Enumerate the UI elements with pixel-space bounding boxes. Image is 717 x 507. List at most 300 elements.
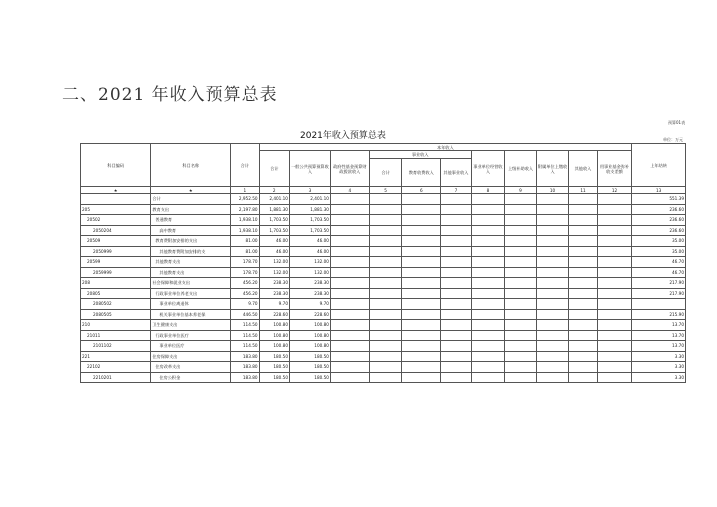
cell-subtotal: 100.80 [259,320,289,331]
table-row [81,362,686,373]
cell-code [81,194,151,205]
header-fund-balance: 用事业基金弥补收支差额 [597,151,632,187]
cell-empty [536,278,569,289]
cell-last-year-carry: 236.60 [632,225,686,236]
table-row [81,236,686,247]
cell-name: 行政事业单位养老支出 [151,288,231,299]
cell-empty [471,372,505,383]
index-cell: 8 [471,187,505,194]
cell-subtotal: 1,703.50 [259,215,289,226]
cell-empty [597,320,632,331]
cell-total: 2,197.80 [231,204,259,215]
index-cell: 11 [569,187,597,194]
cell-empty [402,341,441,352]
cell-empty [569,351,597,362]
cell-code: 20599 [81,257,151,268]
cell-general-budget: 238.30 [289,278,330,289]
cell-last-year-carry: 3.30 [632,372,686,383]
cell-name: 行政事业单位医疗 [151,330,231,341]
cell-empty [569,341,597,352]
cell-subtotal: 228.60 [259,309,289,320]
cell-empty [505,204,537,215]
table-row [81,215,686,226]
cell-total: 178.70 [231,257,259,268]
cell-empty [505,267,537,278]
cell-name: 其他教育支出 [151,257,231,268]
cell-empty [441,257,471,268]
cell-empty [597,288,632,299]
cell-subtotal: 2,401.10 [259,194,289,205]
cell-empty [369,257,402,268]
cell-empty [569,257,597,268]
cell-general-budget: 180.50 [289,372,330,383]
cell-subtotal: 9.70 [259,299,289,310]
cell-empty [330,225,369,236]
cell-last-year-carry: 13.70 [632,341,686,352]
header-edu-fee: 教育收费收入 [402,159,441,187]
cell-empty [369,288,402,299]
cell-subtotal: 46.00 [259,236,289,247]
cell-empty [330,288,369,299]
cell-name: 事业单位医疗 [151,341,231,352]
cell-empty [536,309,569,320]
header-gov-fund: 政府性基金预算财政拨款收入 [330,151,369,187]
cell-empty [330,320,369,331]
cell-last-year-carry: 3.30 [632,362,686,373]
income-budget-table [80,143,686,383]
table-row [81,299,686,310]
cell-empty [402,351,441,362]
cell-empty [597,278,632,289]
cell-empty [369,362,402,373]
table-number: 预算01表 [668,120,686,125]
cell-empty [402,320,441,331]
table-body [81,194,686,383]
cell-empty [402,362,441,373]
index-cell: 9 [505,187,537,194]
cell-subtotal: 180.50 [259,372,289,383]
cell-name: 教育支出 [151,204,231,215]
cell-empty [402,330,441,341]
cell-empty [536,372,569,383]
cell-last-year-carry [632,299,686,310]
cell-subtotal: 180.50 [259,351,289,362]
cell-empty [471,288,505,299]
cell-empty [471,204,505,215]
table-row [81,372,686,383]
cell-empty [597,362,632,373]
cell-empty [402,372,441,383]
cell-empty [536,351,569,362]
cell-empty [536,320,569,331]
cell-empty [471,246,505,257]
table-title: 2021年收入预算总表 [300,131,386,141]
cell-empty [369,299,402,310]
cell-empty [597,330,632,341]
cell-subtotal: 132.00 [259,257,289,268]
cell-empty [441,225,471,236]
cell-name: 卫生健康支出 [151,320,231,331]
cell-empty [441,299,471,310]
cell-code: 2210201 [81,372,151,383]
cell-empty [597,267,632,278]
cell-total: 183.80 [231,351,259,362]
index-cell: 13 [632,187,686,194]
cell-last-year-carry: 46.70 [632,267,686,278]
cell-empty [369,330,402,341]
cell-empty [402,194,441,205]
cell-empty [369,267,402,278]
cell-general-budget: 228.60 [289,309,330,320]
cell-empty [369,351,402,362]
header-code: 科目编码 [81,144,151,187]
cell-empty [569,225,597,236]
cell-empty [569,278,597,289]
index-cell: 2 [259,187,289,194]
cell-subtotal: 238.30 [259,278,289,289]
cell-empty [569,288,597,299]
cell-code: 2101102 [81,341,151,352]
cell-last-year-carry: 215.90 [632,309,686,320]
cell-general-budget: 180.50 [289,362,330,373]
cell-name: 住房改革支出 [151,362,231,373]
cell-general-budget: 100.80 [289,320,330,331]
header-biz-subtotal: 合计 [369,159,402,187]
index-row [81,187,686,194]
cell-empty [330,330,369,341]
cell-general-budget: 100.80 [289,341,330,352]
index-cell: 10 [536,187,569,194]
cell-empty [597,246,632,257]
cell-empty [536,215,569,226]
cell-empty [597,341,632,352]
cell-empty [569,372,597,383]
cell-total: 183.80 [231,362,259,373]
cell-empty [330,204,369,215]
cell-code: 20509 [81,236,151,247]
cell-empty [505,320,537,331]
cell-empty [569,215,597,226]
cell-empty [471,257,505,268]
cell-empty [330,215,369,226]
cell-empty [597,257,632,268]
cell-subtotal: 100.80 [259,330,289,341]
cell-name: 住房保障支出 [151,351,231,362]
header-other-biz: 其他事业收入 [441,159,471,187]
cell-empty [536,288,569,299]
header-affiliated-remit: 附属单位上缴收入 [536,151,569,187]
cell-code: 2080505 [81,309,151,320]
cell-empty [597,309,632,320]
cell-general-budget: 132.00 [289,257,330,268]
cell-empty [369,236,402,247]
cell-last-year-carry: 236.60 [632,215,686,226]
cell-subtotal: 238.30 [259,288,289,299]
cell-empty [597,372,632,383]
table-row [81,351,686,362]
cell-empty [402,246,441,257]
cell-empty [597,351,632,362]
cell-code: 21011 [81,330,151,341]
cell-empty [330,341,369,352]
header-upper-subsidy: 上级补助收入 [505,151,537,187]
index-cell: ★ [151,187,231,194]
cell-code: 22102 [81,362,151,373]
cell-empty [471,267,505,278]
cell-empty [369,215,402,226]
cell-empty [569,309,597,320]
cell-empty [402,278,441,289]
table-row [81,278,686,289]
index-cell: 1 [231,187,259,194]
cell-code: 208 [81,278,151,289]
cell-empty [441,330,471,341]
cell-last-year-carry: 13.70 [632,320,686,331]
table-row [81,320,686,331]
cell-total: 9.70 [231,299,259,310]
cell-total: 456.20 [231,288,259,299]
cell-empty [441,372,471,383]
table-row [81,309,686,320]
table-row [81,267,686,278]
cell-empty [505,330,537,341]
cell-empty [536,299,569,310]
cell-empty [597,215,632,226]
cell-empty [505,278,537,289]
cell-empty [369,194,402,205]
cell-subtotal: 1,881.30 [259,204,289,215]
cell-empty [536,225,569,236]
header-business-income: 事业收入 [369,151,471,159]
cell-empty [330,257,369,268]
cell-empty [330,299,369,310]
index-cell: ★ [81,187,151,194]
cell-empty [597,299,632,310]
cell-empty [505,288,537,299]
cell-empty [441,309,471,320]
cell-name: 机关事业单位基本养老保 [151,309,231,320]
header-total: 合计 [231,144,259,187]
cell-general-budget: 9.70 [289,299,330,310]
cell-empty [369,278,402,289]
index-cell: 5 [369,187,402,194]
table-row [81,246,686,257]
cell-empty [505,194,537,205]
cell-empty [330,278,369,289]
cell-general-budget: 2,401.10 [289,194,330,205]
cell-empty [330,372,369,383]
table-row [81,288,686,299]
cell-empty [441,194,471,205]
cell-code: 2080502 [81,299,151,310]
header-last-year-carry: 上年结转 [632,144,686,187]
cell-general-budget: 46.00 [289,246,330,257]
cell-last-year-carry: 35.00 [632,246,686,257]
cell-empty [505,351,537,362]
cell-empty [402,299,441,310]
cell-empty [402,267,441,278]
cell-code: 20502 [81,215,151,226]
cell-code: 221 [81,351,151,362]
cell-empty [505,257,537,268]
cell-subtotal: 46.00 [259,246,289,257]
cell-name: 住房公积金 [151,372,231,383]
cell-empty [536,257,569,268]
cell-subtotal: 1,703.50 [259,225,289,236]
cell-last-year-carry: 46.70 [632,257,686,268]
index-cell: 6 [402,187,441,194]
cell-total: 2,952.50 [231,194,259,205]
cell-last-year-carry: 3.30 [632,351,686,362]
cell-empty [569,267,597,278]
cell-name: 其他教育支出 [151,267,231,278]
cell-empty [505,246,537,257]
cell-empty [330,236,369,247]
cell-empty [369,204,402,215]
cell-empty [330,267,369,278]
cell-total: 114.50 [231,320,259,331]
cell-empty [569,299,597,310]
cell-empty [569,194,597,205]
cell-total: 81.00 [231,236,259,247]
cell-total: 81.00 [231,246,259,257]
cell-empty [505,236,537,247]
cell-total: 178.70 [231,267,259,278]
cell-code: 2050204 [81,225,151,236]
table-row [81,341,686,352]
cell-general-budget: 238.30 [289,288,330,299]
cell-code: 205 [81,204,151,215]
cell-empty [330,246,369,257]
cell-empty [536,267,569,278]
cell-empty [402,288,441,299]
cell-empty [569,204,597,215]
cell-total: 446.50 [231,309,259,320]
cell-empty [471,309,505,320]
cell-general-budget: 1,703.50 [289,225,330,236]
cell-subtotal: 132.00 [259,267,289,278]
cell-last-year-carry: 35.00 [632,236,686,247]
cell-empty [597,194,632,205]
cell-general-budget: 46.00 [289,236,330,247]
cell-empty [536,194,569,205]
cell-empty [505,215,537,226]
cell-total: 1,938.10 [231,215,259,226]
cell-empty [441,320,471,331]
header-name: 科目名称 [151,144,231,187]
section-heading: 二、2021 年收入预算总表 [62,85,278,105]
cell-empty [569,246,597,257]
cell-code: 2059999 [81,267,151,278]
cell-empty [369,320,402,331]
cell-last-year-carry: 551.39 [632,194,686,205]
cell-code: 2050999 [81,246,151,257]
cell-name: 高中教育 [151,225,231,236]
cell-empty [505,362,537,373]
cell-empty [505,309,537,320]
cell-empty [471,330,505,341]
cell-empty [597,236,632,247]
cell-empty [369,246,402,257]
cell-empty [569,362,597,373]
cell-empty [505,299,537,310]
table-row [81,330,686,341]
cell-empty [505,341,537,352]
cell-empty [471,194,505,205]
cell-empty [330,351,369,362]
cell-total: 114.50 [231,330,259,341]
table-row [81,204,686,215]
cell-empty [402,204,441,215]
cell-empty [330,309,369,320]
cell-empty [402,215,441,226]
cell-general-budget: 1,881.30 [289,204,330,215]
cell-empty [569,236,597,247]
cell-empty [536,246,569,257]
cell-last-year-carry: 217.90 [632,278,686,289]
cell-code: 20805 [81,288,151,299]
cell-empty [471,278,505,289]
cell-empty [441,288,471,299]
cell-name: 教育费附加安排的支出 [151,236,231,247]
cell-empty [441,351,471,362]
cell-empty [471,341,505,352]
cell-empty [441,236,471,247]
cell-empty [471,215,505,226]
cell-name: 普通教育 [151,215,231,226]
index-cell: 12 [597,187,632,194]
cell-total: 114.50 [231,341,259,352]
header-unit-operating: 事业单位经营收入 [471,151,505,187]
cell-empty [536,236,569,247]
cell-empty [402,309,441,320]
cell-empty [441,267,471,278]
header-subtotal: 合计 [259,151,289,187]
cell-name: 社会保障和就业支出 [151,278,231,289]
table-row [81,194,686,205]
table-row [81,225,686,236]
cell-empty [402,225,441,236]
cell-empty [402,257,441,268]
cell-empty [369,341,402,352]
cell-empty [330,194,369,205]
cell-name: 合计 [151,194,231,205]
cell-name: 其他教育费附加安排的支 [151,246,231,257]
index-cell: 3 [289,187,330,194]
cell-empty [441,362,471,373]
cell-empty [402,236,441,247]
cell-empty [569,330,597,341]
cell-last-year-carry: 217.90 [632,288,686,299]
cell-empty [471,362,505,373]
cell-empty [536,341,569,352]
cell-empty [471,351,505,362]
cell-empty [471,225,505,236]
cell-last-year-carry: 236.60 [632,204,686,215]
cell-total: 1,938.10 [231,225,259,236]
table-row [81,257,686,268]
cell-empty [441,278,471,289]
cell-empty [330,362,369,373]
cell-empty [536,362,569,373]
cell-name: 事业单位离退休 [151,299,231,310]
cell-subtotal: 180.50 [259,362,289,373]
cell-total: 183.80 [231,372,259,383]
cell-empty [505,372,537,383]
cell-empty [441,204,471,215]
index-cell: 7 [441,187,471,194]
header-general-budget: 一般公共预算预算收入 [289,151,330,187]
